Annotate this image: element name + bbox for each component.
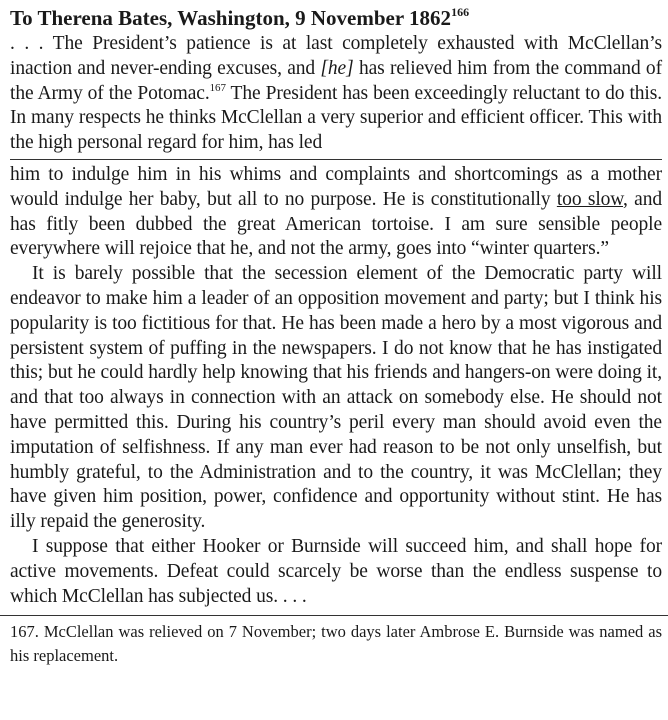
heading-note-ref: 166 bbox=[451, 5, 470, 19]
p1-part4: him to indulge him in his whims and complaints and shortcomings as a mother would indulge her baby, but all to no purpose. He is constitutionally bbox=[10, 163, 662, 210]
paragraph-2: It is barely possible that the secession element of the Democratic party will endeavor to make him a leader of an opposition movement and party; but I think his popularity is too fictitious for that. He has been made a hero by a most vigorous and persistent system of puffing in the newspapers. I do not know that he has instigated this; but he could hardly help knowing that his friends and hangers-on were doing it, and that too always in connection with an attack on somebody else. He should not have permitted this. During his country’s peril every man should avoid even the imputation of selfishness. If any man ever had reason to be not only unselfish, but humbly grateful, to the Administration and to the country, it was McClellan; they have given him position, power, confidence and opportunity without stint. He has illy repaid the generosity. bbox=[10, 263, 662, 533]
document-page bbox=[10, 4, 662, 668]
p1-bracketed: [he] bbox=[320, 57, 354, 79]
p1-note-ref: 167 bbox=[209, 81, 226, 94]
footnote-rule bbox=[0, 615, 668, 616]
p1-part2: has relieved him from the command of the Army of the Potomac. bbox=[10, 57, 662, 104]
p1-underlined: too slow bbox=[556, 188, 624, 210]
footnote-167: 167. McClellan was relieved on 7 November; two days later Ambrose E. Burnside was named as his replacement. bbox=[10, 622, 662, 666]
paragraph-1-bottom bbox=[10, 163, 662, 262]
p1-part3: The President has been exceedingly reluctant to do this. In many respects he thinks McClellan a very superior and efficient officer. This with the high personal regard for him, has led bbox=[10, 82, 662, 154]
page-join-rule bbox=[10, 159, 662, 160]
letter-heading bbox=[10, 4, 662, 32]
p1-part5: , and has fitly been dubbed the great American tortoise. I am sure sensible people everywhere will rejoice that he, and not the army, goes into “winter quarters.” bbox=[10, 188, 662, 260]
p1-part1: . . . The President’s patience is at last completely exhausted with McClellan’s inaction and never-ending excuses, and bbox=[10, 33, 662, 79]
paragraph-1-top bbox=[10, 32, 662, 156]
paragraph-3: I suppose that either Hooker or Burnside will succeed him, and shall hope for active movements. Defeat could scarcely be worse than the endless suspense to which McClellan has subjected us. . . . bbox=[10, 535, 662, 607]
heading-text: To Therena Bates, Washington, 9 November 1862 bbox=[10, 6, 452, 30]
